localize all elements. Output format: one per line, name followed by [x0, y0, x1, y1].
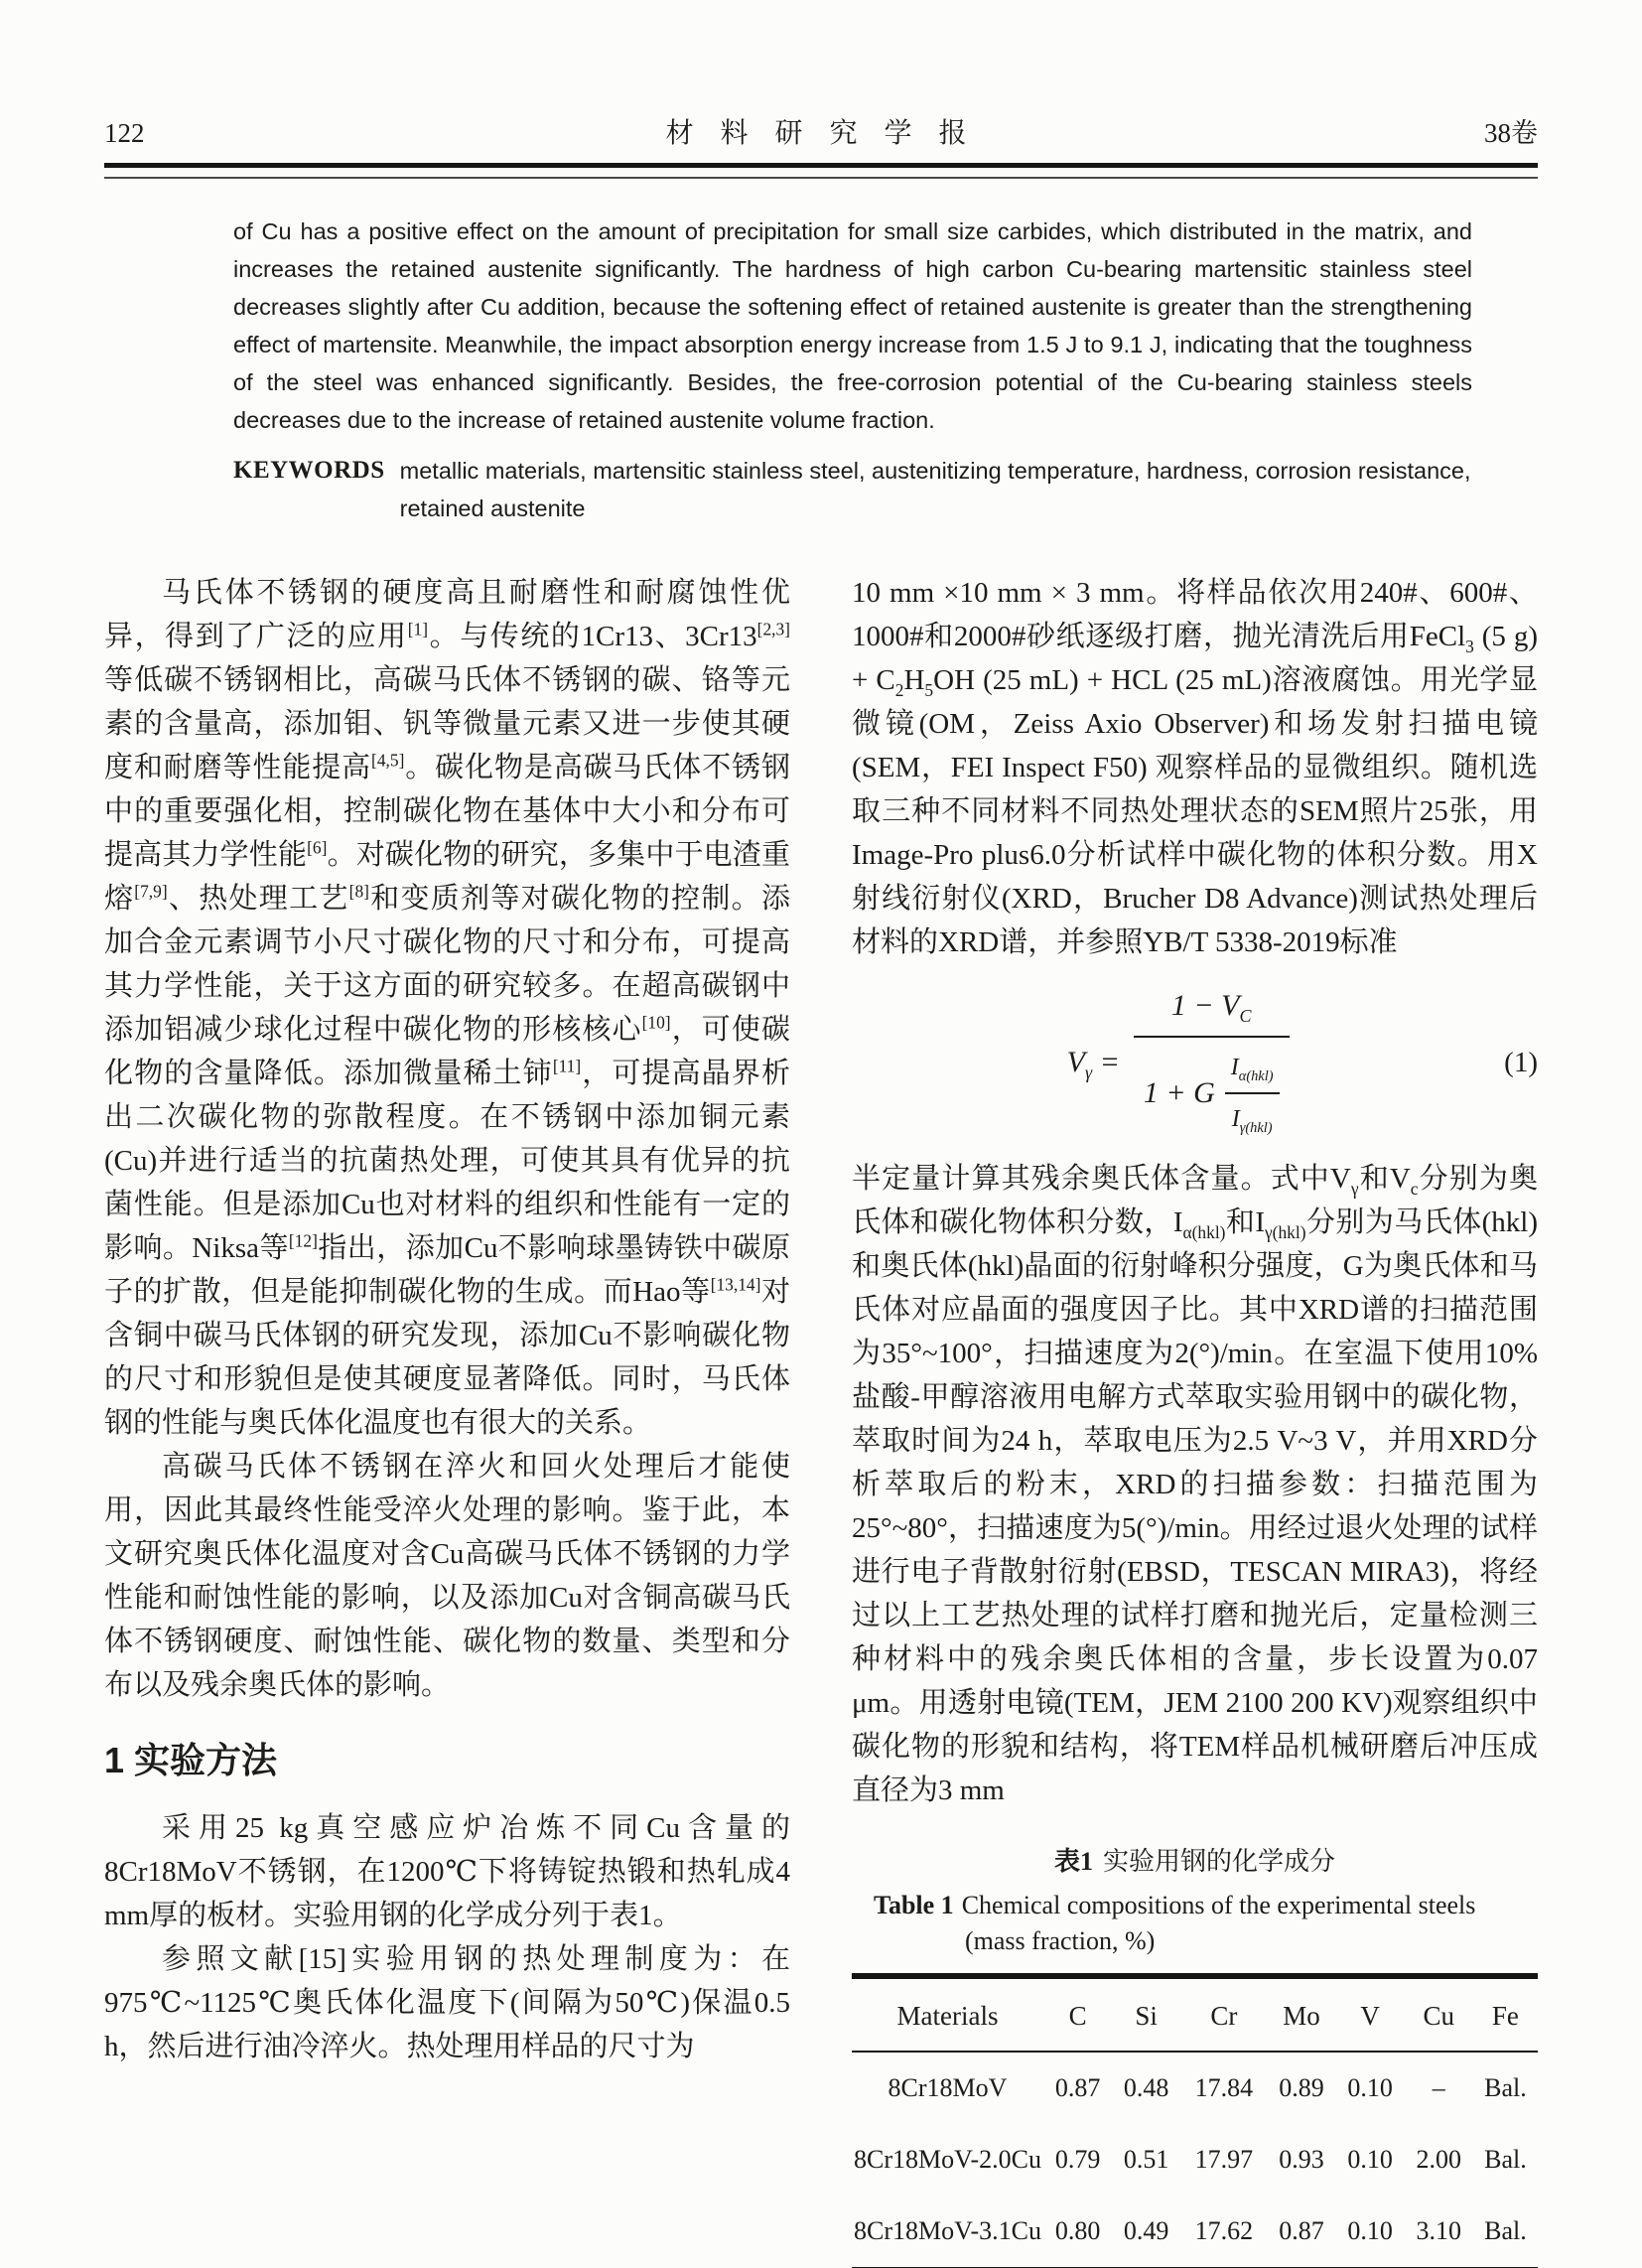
- keywords-text: metallic materials, martensitic stainless steel, austenitizing temperature, hardness, corrosion resistance, retained austenite: [399, 458, 1471, 521]
- col-header-c: C: [1043, 1976, 1112, 2052]
- table1-chemical-compositions: [852, 1973, 1538, 2268]
- header-divider: [104, 163, 1538, 179]
- table-cell: 0.87: [1279, 2216, 1324, 2245]
- table-cell: 0.10: [1347, 2216, 1393, 2245]
- method-paragraph-3: 10 mm ×10 mm × 3 mm。将样品依次用240#、600#、1000#和2000#砂纸逐级打磨，抛光清洗后用FeCl$_3$ (5 $g) + C_2H_5OH$ (25 mL) + HCL (25 mL)溶液腐蚀。用光学显微镜(OM，Zeiss Axio Observer)和场发射扫描电镜(SEM，FEI Inspect F50) 观察样品的显微组织。随机选取三种不同材料不同热处理状态的SEM照片25张，用Image-Pro plus6.0分析试样中碳化物的体积分数。用X射线衍射仪(XRD，Brucher D8 Advance)测试热处理后材料的XRD谱，并参照YB/T 5338-2019标准: [852, 577, 1539, 958]
- method-paragraph-4: 半定量计算其残余奥氏体含量。式中$V_\gamma$和$V_c$分别为奥氏体和碳化物体积分数，$I_{\alpha(hkl)}$和$I_{\gamma(hkl)}$分别为马氏体(hkl)和奥氏体(hkl)晶面的衍射峰积分强度，G为奥氏体和马氏体对应晶面的强度因子比。其中XRD谱的扫描范围为35°~100°，扫描速度为2(°)/min。在室温下使用10%盐酸-甲醇溶液用电解方式萃取实验用钢中的碳化物，萃取时间为24 h，萃取电压为2.5 V~3 V，并用XRD分析萃取后的粉末，XRD的扫描参数：扫描范围为25°~80°，扫描速度为5(°)/min。用经过退火处理的试样进行电子背散射衍射(EBSD，TESCAN MIRA3)，将经过以上工艺热处理的试样打磨和抛光后，定量检测三种材料中的残余奥氏体相的含量，步长设置为0.07 μm。用透射电镜(TEM，JEM 2100 200 KV)观察组织中碳化物的形貌和结构，将TEM样品机械研磨后冲压成直径为3 mm: [852, 1163, 1538, 1806]
- table1-caption-zh-text: 实验用钢的化学成分: [1103, 1847, 1336, 1876]
- method-paragraph-1: 采用25 kg真空感应炉冶炼不同Cu含量的8Cr18MoV不锈钢，在1200℃下将铸锭热锻和热轧成4 mm厚的板材。实验用钢的化学成分列于表1。: [104, 1812, 790, 1931]
- table1-caption-zh-label: 表1: [1053, 1847, 1093, 1876]
- table-cell: 0.80: [1054, 2216, 1101, 2245]
- right-column: [852, 571, 1538, 2268]
- table-row: [852, 2196, 1538, 2268]
- table-cell: 17.84: [1194, 2073, 1254, 2102]
- section-heading-experimental-method: 1 实验方法: [104, 1740, 278, 1780]
- table1-caption-zh: [852, 1840, 1538, 1884]
- table-cell: 0.89: [1279, 2073, 1324, 2102]
- page-header: [104, 111, 1538, 151]
- method-paragraph-2: 参照文献[15]实验用钢的热处理制度为：在975℃~1125℃奥氏体化温度下(间隔为50℃)保温0.5 h，然后进行油冷淬火。热处理用样品的尺寸为: [104, 1943, 790, 2062]
- table-cell: 0.48: [1123, 2073, 1169, 2102]
- col-header-cr: Cr: [1180, 1976, 1267, 2052]
- equation-body: [852, 984, 1504, 1141]
- col-header-cu: Cu: [1405, 1976, 1473, 2052]
- table-cell: 0.49: [1123, 2216, 1169, 2245]
- col-header-materials: Materials: [852, 1976, 1043, 2052]
- table1-caption-en-text: Chemical compositions of the experimental steels: [961, 1891, 1476, 1919]
- equation-lhs: $V_\gamma$ =: [1066, 1046, 1120, 1082]
- equation-number: (1): [1504, 1047, 1538, 1078]
- keywords-block: [233, 452, 1472, 527]
- two-column-body: [104, 571, 1538, 2268]
- table-cell: Bal.: [1484, 2216, 1527, 2245]
- table-cell: 0.93: [1279, 2145, 1324, 2174]
- page-number: 122: [104, 118, 145, 148]
- fraction-denominator: [1134, 1036, 1290, 1141]
- table1-caption-en: [874, 1888, 1538, 1923]
- inner-fraction: [1225, 1046, 1280, 1141]
- equation-fraction: [1134, 984, 1290, 1141]
- table-cell: 17.62: [1194, 2216, 1254, 2245]
- table-row: [852, 2124, 1538, 2196]
- denominator-prefix: 1 + G: [1143, 1076, 1215, 1109]
- inner-numerator: $I_{\alpha(hkl)}$: [1225, 1046, 1280, 1094]
- left-column: [104, 571, 790, 2268]
- table-cell: Bal.: [1484, 2073, 1527, 2102]
- inner-denominator: $I_{\gamma(hkl)}$: [1231, 1106, 1273, 1136]
- table-cell: Bal.: [1484, 2145, 1527, 2174]
- table-cell-material: 8Cr18MoV: [888, 2073, 1008, 2102]
- fraction-numerator: $1 - V_C$: [1170, 989, 1252, 1026]
- intro-paragraph-2: 高碳马氏体不锈钢在淬火和回火处理后才能使用，因此其最终性能受淬火处理的影响。鉴于此，本文研究奥氏体化温度对含Cu高碳马氏体不锈钢的力学性能和耐蚀性能的影响，以及添加Cu对含铜高碳马氏体不锈钢硬度、耐蚀性能、碳化物的数量、类型和分布以及残余奥氏体的影响。: [104, 1451, 790, 1701]
- intro-paragraph-1: 马氏体不锈钢的硬度高且耐磨性和耐腐蚀性优异，得到了广泛的应用[1]。与传统的1Cr13、3Cr13[2,3]等低碳不锈钢相比，高碳马氏体不锈钢的碳、铬等元素的含量高，添加钼、钒等微量元素又进一步使其硬度和耐磨等性能提高[4,5]。碳化物是高碳马氏体不锈钢中的重要强化相，控制碳化物在基体中大小和分布可提高其力学性能[6]。对碳化物的研究，多集中于电渣重熔[7,9]、热处理工艺[8]和变质剂等对碳化物的控制。添加合金元素调节小尺寸碳化物的尺寸和分布，可提高其力学性能，关于这方面的研究较多。在超高碳钢中添加铝减少球化过程中碳化物的形核核心[10]，可使碳化物的含量降低。添加微量稀土铈[11]，可提高晶界析出二次碳化物的弥散程度。在不锈钢中添加铜元素(Cu)并进行适当的抗菌热处理，可使其具有优异的抗菌性能。但是添加Cu也对材料的组织和性能有一定的影响。Niksa等[12]指出，添加Cu不影响球墨铸铁中碳原子的扩散，但是能抑制碳化物的生成。而Hao等[13,14]对含铜中碳马氏体钢的研究发现，添加Cu不影响碳化物的尺寸和形貌但是使其硬度显著降低。同时，马氏体钢的性能与奥氏体化温度也有很大的关系。: [104, 577, 790, 1439]
- col-header-si: Si: [1112, 1976, 1180, 2052]
- table-row: [852, 2052, 1538, 2124]
- table-cell-material: 8Cr18MoV-2.0Cu: [854, 2145, 1042, 2174]
- table-cell: 0.87: [1054, 2073, 1101, 2102]
- col-header-mo: Mo: [1268, 1976, 1336, 2052]
- table-cell: 17.97: [1194, 2145, 1254, 2174]
- table-cell: –: [1432, 2073, 1445, 2102]
- table-cell: 0.10: [1347, 2145, 1393, 2174]
- table-cell: 0.10: [1347, 2073, 1393, 2102]
- table-cell: 0.79: [1054, 2145, 1101, 2174]
- table-header-row: [852, 1976, 1538, 2052]
- col-header-v: V: [1336, 1976, 1405, 2052]
- table1-caption-en-label: Table 1: [874, 1891, 954, 1919]
- table-cell: 3.10: [1416, 2216, 1462, 2245]
- table-cell: 2.00: [1416, 2145, 1462, 2174]
- table1-caption-unit: (mass fraction, %): [965, 1926, 1156, 1955]
- equation-1: [852, 984, 1538, 1141]
- table-cell-material: 8Cr18MoV-3.1Cu: [854, 2216, 1042, 2245]
- keywords-label: KEYWORDS: [233, 457, 385, 484]
- table-cell: 0.51: [1123, 2145, 1169, 2174]
- volume-number: 38卷: [1484, 118, 1538, 148]
- col-header-fe: Fe: [1473, 1976, 1538, 2052]
- abstract-text: of Cu has a positive effect on the amount of precipitation for small size carbides, which distributed in the matrix, and increases the retained austenite significantly. The hardness of high carbon Cu-bearing martensitic stainless steel decreases slightly after Cu addition, because the softening effect of retained austenite is greater than the strengthening effect of martensite. Meanwhile, the impact absorption energy increase from 1.5 J to 9.1 J, indicating that the toughness of the steel was enhanced significantly. Besides, the free-corrosion potential of the Cu-bearing stainless steels decreases due to the increase of retained austenite volume fraction.: [233, 218, 1472, 433]
- journal-title: 材 料 研 究 学 报: [665, 118, 977, 149]
